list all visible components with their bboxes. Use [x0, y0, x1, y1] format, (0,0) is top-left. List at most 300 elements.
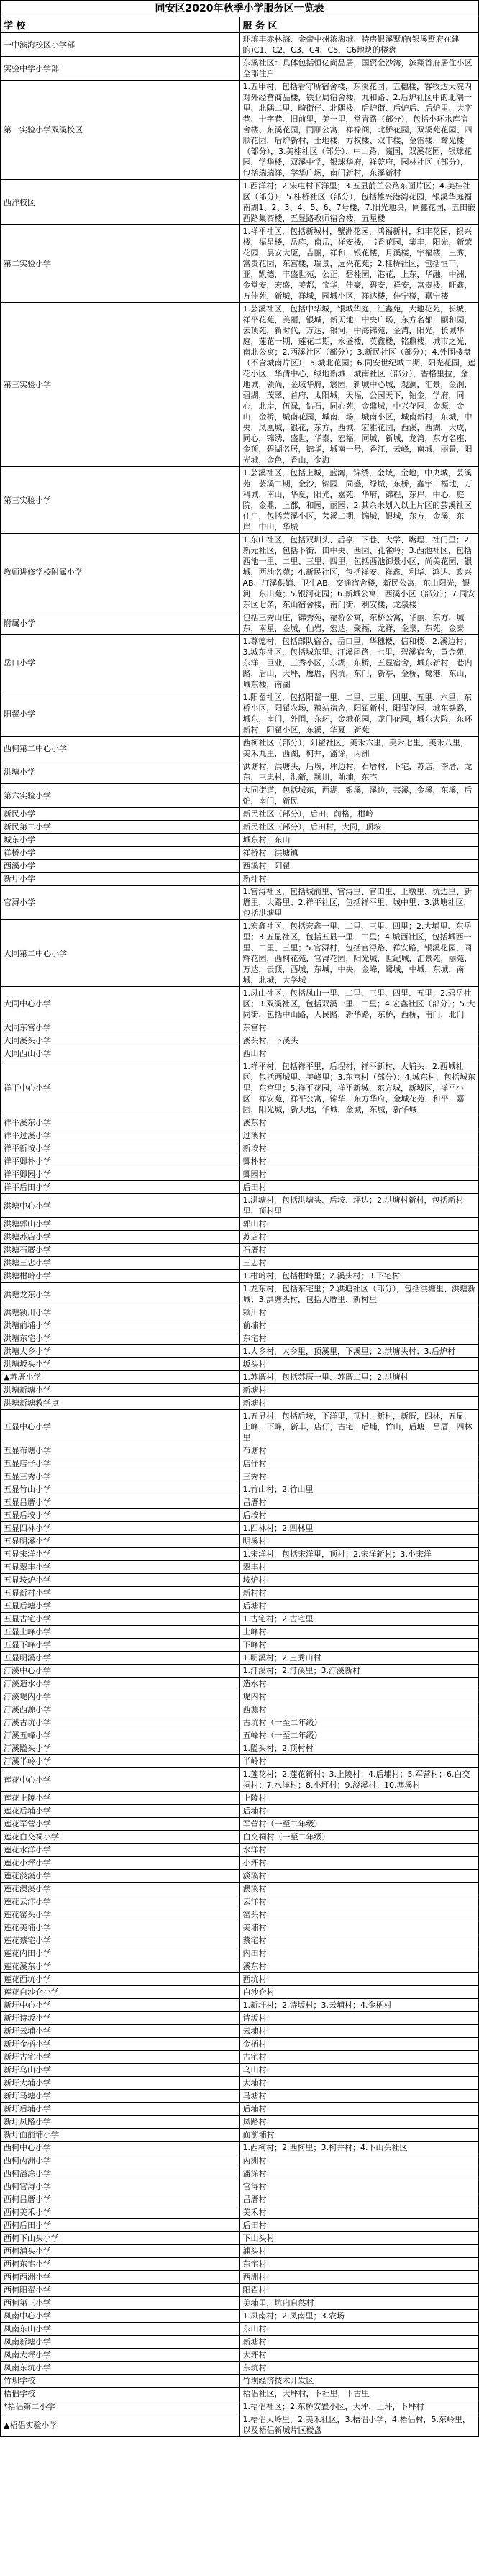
- school-name-cell: 附属小学: [1, 611, 240, 635]
- school-name-cell: 洪塘大乡小学: [1, 1345, 240, 1358]
- school-name-cell: 汀溪西源小学: [1, 1703, 240, 1716]
- school-name-cell: 洪塘石厝小学: [1, 1244, 240, 1257]
- table-row: [1, 1155, 479, 1168]
- school-name-cell: 莲花水洋小学: [1, 1844, 240, 1857]
- table-row: [1, 1410, 479, 1444]
- service-area-cell: 1.明溪村；2.三秀山村: [240, 1652, 479, 1665]
- table-row: [1, 2129, 479, 2142]
- table-row: [1, 1587, 479, 1600]
- school-name-cell: 西柯浦头小学: [1, 2245, 240, 2258]
- service-area-cell: 上陵村: [240, 1792, 479, 1805]
- school-name-cell: 西柯第三小学: [1, 2297, 240, 2310]
- school-name-cell: 大同第二中心小学: [1, 920, 240, 987]
- service-area-cell: 1.五显村，包括后垵，下洋里，顶村，新村，新厝，四林，五显，上峰，下峰，新丰，店仔，古宅，后埔，竹山，后塘，吕厝，四林里: [240, 1410, 479, 1444]
- service-area-cell: 造水村: [240, 1678, 479, 1690]
- service-area-cell: 东宅村: [240, 1332, 479, 1345]
- school-name-cell: 新圩古宅小学: [1, 2051, 240, 2064]
- school-name-cell: 实验中学小学部: [1, 57, 240, 81]
- service-area-cell: 1.宋洋村，包括宋洋里，顶村；2.宋洋新村；3.小宋洋: [240, 1548, 479, 1561]
- service-area-cell: 军营村（一至二年级）: [240, 1818, 479, 1831]
- table-row: [1, 1535, 479, 1548]
- school-name-cell: 莲花后埔小学: [1, 1805, 240, 1818]
- school-name-cell: 五显四林小学: [1, 1522, 240, 1535]
- school-name-cell: 新圩小学: [1, 873, 240, 886]
- service-area-cell: 洪塘村，洪塘头，后垵，坪边村，石厝村，下宅，苏店，李厝，龙东，三忠村，洪新，颍川，前埔，东宅: [240, 760, 479, 784]
- school-name-cell: 凤南东坑小学: [1, 2362, 240, 2375]
- school-name-cell: 岳口小学: [1, 635, 240, 691]
- service-area-cell: 1.新圩村；2.诗坂村；3.云埔村；4.金柄村: [240, 1999, 479, 2012]
- school-name-cell: 新圩大埔小学: [1, 2077, 240, 2090]
- table-row: [1, 2154, 479, 2167]
- service-area-cell: 窑头村: [240, 1908, 479, 1921]
- school-name-cell: 凤南东山小学: [1, 2323, 240, 2336]
- service-area-cell: 白沙仑村: [240, 1986, 479, 1999]
- table-row: [1, 33, 479, 57]
- table-row: [1, 1613, 479, 1626]
- service-area-cell: 马塘村: [240, 2090, 479, 2103]
- school-name-cell: 莲花军营小学: [1, 1818, 240, 1831]
- table-row: [1, 1332, 479, 1345]
- table-header-row: [1, 17, 479, 33]
- table-row: [1, 2077, 479, 2090]
- table-row: [1, 2413, 479, 2437]
- table-row: [1, 1231, 479, 1244]
- service-area-cell: 下山头村: [240, 2232, 479, 2245]
- service-area-cell: 西溪村，阳翟: [240, 860, 479, 873]
- table-row: [1, 1690, 479, 1703]
- table-row: [1, 1947, 479, 1960]
- table-row: [1, 1908, 479, 1921]
- school-name-cell: 五显布塘小学: [1, 1444, 240, 1457]
- school-name-cell: 洪塘郭山小学: [1, 1218, 240, 1231]
- service-area-cell: 1.四林村；2.四林里: [240, 1522, 479, 1535]
- service-area-cell: 澳溪村: [240, 1883, 479, 1895]
- table-row: [1, 2310, 479, 2323]
- table-row: [1, 1755, 479, 1768]
- school-name-cell: 西柯美禾小学: [1, 2206, 240, 2219]
- service-area-cell: 大同街道，包括城东，西湖，银溪，溪边，芸溪，金溪，东溪，后炉，南门，新民: [240, 784, 479, 808]
- school-name-cell: 五显中心小学: [1, 1410, 240, 1444]
- table-row: [1, 1857, 479, 1870]
- table-row: [1, 1870, 479, 1883]
- school-name-cell: 西柯后田小学: [1, 2219, 240, 2232]
- service-area-cell: 坂头村: [240, 1358, 479, 1371]
- table-row: [1, 1934, 479, 1947]
- table-row: [1, 691, 479, 737]
- table-row: [1, 1218, 479, 1231]
- table-row: [1, 1496, 479, 1509]
- service-area-cell: 吕厝村: [240, 2193, 479, 2206]
- school-name-cell: 西柯东宅小学: [1, 2258, 240, 2271]
- service-area-cell: 1.凤山社区，包括凤山一里、二里、三里、四里、五里；2.碧岳社区；3.双溪社区，包括双溪一里、二里；4.宏鑫社区（部分）；5.大同街，包括中山路，人民路，新华路，东桥，西桥，南门，北门: [240, 987, 479, 1021]
- service-area-cell: 1.梧侣大岭里，2.美禾社区，3.梧侣小学，4.梧侣村，5.东岭里，以及梧侣新城片区楼盘: [240, 2413, 479, 2437]
- table-row: [1, 1047, 479, 1060]
- school-name-cell: 莲花白交祠小学: [1, 1831, 240, 1844]
- school-name-cell: 新圩马塘小学: [1, 2090, 240, 2103]
- table-row: [1, 2258, 479, 2271]
- school-name-cell: 新圩凤路小学: [1, 2116, 240, 2129]
- school-name-cell: 西柯丙洲小学: [1, 2154, 240, 2167]
- school-name-cell: 莲花蔡宅小学: [1, 1934, 240, 1947]
- school-name-cell: 汀溪隘头小学: [1, 1742, 240, 1755]
- school-name-cell: 新圩金柄小学: [1, 2038, 240, 2051]
- service-area-cell: 梧侣社区，大坪村，下社里，下古里: [240, 2388, 479, 2400]
- table-row: [1, 834, 479, 847]
- service-area-cell: 三秀村: [240, 1470, 479, 1483]
- school-name-cell: 五显店仔小学: [1, 1457, 240, 1470]
- service-area-cell: 东坑村: [240, 2362, 479, 2375]
- school-name-cell: 莲花上陵小学: [1, 1792, 240, 1805]
- service-area-cell: 新塘村: [240, 2336, 479, 2349]
- school-name-cell: 一中滨海校区小学部: [1, 33, 240, 57]
- school-name-cell: 莲花白沙仑小学: [1, 1986, 240, 1999]
- table-row: [1, 611, 479, 635]
- table-row: [1, 1986, 479, 1999]
- service-area-cell: 1.阳翟社区，包括阳翟一里、二里、三里、四里、五里、六里，东桥小区，阳翟农场，粮站宿舍，阳翟新村，阳翟花园，城东铁路，城东，南门，外围，东环，金城花园，龙门花园，城东大院，东环新村，阳翟小区，东溪，华夏，新苑: [240, 691, 479, 737]
- school-name-cell: 西柯官浔小学: [1, 2180, 240, 2193]
- table-row: [1, 1600, 479, 1613]
- school-name-cell: 阳翟小学: [1, 691, 240, 737]
- table-row: [1, 2375, 479, 2388]
- table-row: [1, 1729, 479, 1742]
- school-name-cell: 凤南中心小学: [1, 2310, 240, 2323]
- service-area-cell: 1.汀溪村；2.汀溪里；3.汀溪新村: [240, 1665, 479, 1678]
- service-area-cell: 祥桥村，洪塘镇: [240, 847, 479, 860]
- table-row: [1, 534, 479, 611]
- table-row: [1, 635, 479, 691]
- school-name-cell: 汀溪堤内小学: [1, 1690, 240, 1703]
- service-area-cell: 1.宏鑫社区，包括宏鑫一里、二里、三里、四里；2.大埔里、东岳里；3.五显社区，包括五显一里、二里；4.城西社区，包括城西一里、二里、三里；5.官浔村，包括官浔路、祥安路，银溪花园，同辉花园，西柯花苑，官浔花园，阳光城，世纪城，汇景苑，丽苑，万达，云顶，西城，东城，中央，金峰，鹭城，中城，东城，南城，北城，大学城: [240, 920, 479, 987]
- school-name-cell: 莲花西坑小学: [1, 1973, 240, 1986]
- table-row: [1, 1509, 479, 1522]
- service-area-cell: 1.莲花村；2.莲花新村；3.上陵村；4.后埔村；5.军营村；6.白交祠村；7.水洋村；8.小坪村；9.淡溪村；10.澳溪村: [240, 1768, 479, 1792]
- table-row: [1, 886, 479, 920]
- service-area-cell: 堤内村: [240, 1690, 479, 1703]
- service-area-cell: 西洲村: [240, 2271, 479, 2284]
- school-name-cell: 官浔小学: [1, 886, 240, 920]
- table-row: [1, 2349, 479, 2362]
- table-row: [1, 2271, 479, 2284]
- service-area-cell: 古宅村: [240, 2051, 479, 2064]
- school-name-cell: 新圩乌山小学: [1, 2064, 240, 2077]
- school-name-cell: 祥平过溪小学: [1, 1129, 240, 1142]
- service-area-cell: 1.西洋村；2.宋屯村下洋里；3.五显前兰公路东面片区；4.美桂社区（部分）；5.桂桥社区（部分），包括雄兴港湾花园，银溪华庭福南湖1、2、3、4、5、6、7号楼，7.阳光地块，同鑫花园，五田嵌西路集资楼，五显路教师宿舍楼，五星楼: [240, 180, 479, 225]
- service-area-cell: 1.隘头村；2.顶村村: [240, 1742, 479, 1755]
- school-name-cell: 新圩云埔小学: [1, 2025, 240, 2038]
- table-row: [1, 1306, 479, 1319]
- service-area-cell: 后垵村: [240, 1509, 479, 1522]
- school-name-cell: 新圩诗坂小学: [1, 2012, 240, 2025]
- service-area-cell: 水洋村: [240, 1844, 479, 1857]
- table-row: [1, 2284, 479, 2297]
- school-name-cell: 五显垵炉小学: [1, 1574, 240, 1587]
- school-name-cell: 莲花淡溪小学: [1, 1870, 240, 1883]
- table-row: [1, 2103, 479, 2116]
- table-row: [1, 2193, 479, 2206]
- service-area-cell: 1.祥平社区，包括新城村，蟹洲花园，鸿福新村，和丰花园，银兴楼，福星楼，岳庭，南岳，祥安楼，书香花园，集丰，阳光，新荣花园，晨安大厦，吉丽，祥和，银花楼，月溪楼，宇福楼，三秀，富贵花园，东宫楼，瑞景，远兴花苑；2.桂桥社区，包括恒丰，亚，凯德，丰盛世苑，公正，碧桂园，港花，上东，华融，中洲，金堂安，宏盛，美都，宝华，佳豪，碧安，祥安，富贵楼，旺鑫，万佳苑，新城，祥城，园城小区，祥达楼，佳宁楼，嘉宁楼: [240, 225, 479, 303]
- service-area-cell: 溪东村: [240, 1960, 479, 1973]
- table-row: [1, 2090, 479, 2103]
- table-row: [1, 2400, 479, 2413]
- service-area-cell: 西坑村: [240, 1973, 479, 1986]
- school-name-cell: 洪塘龙东小学: [1, 1283, 240, 1306]
- table-row: [1, 860, 479, 873]
- table-row: [1, 1652, 479, 1665]
- service-area-cell: 店仔村: [240, 1457, 479, 1470]
- table-row: [1, 2388, 479, 2400]
- table-row: [1, 873, 479, 886]
- school-name-cell: 洪塘坂头小学: [1, 1358, 240, 1371]
- school-name-cell: 西柯阳翟小学: [1, 2284, 240, 2297]
- school-name-cell: 第二实验小学: [1, 225, 240, 303]
- table-row: [1, 1678, 479, 1690]
- table-row: [1, 847, 479, 860]
- table-row: [1, 1257, 479, 1270]
- school-name-cell: 五显新村小学: [1, 1587, 240, 1600]
- table-row: [1, 1142, 479, 1155]
- school-name-cell: 洪塘三忠小学: [1, 1257, 240, 1270]
- table-row: [1, 1921, 479, 1934]
- table-row: [1, 808, 479, 821]
- school-name-cell: 大同中心小学: [1, 987, 240, 1021]
- service-area-cell: 1.柑岭村，包括柑岭里；2.溪头村；3.下宅村: [240, 1270, 479, 1283]
- table-row: [1, 2206, 479, 2219]
- table-row: [1, 1626, 479, 1639]
- school-name-cell: 第三实验小学: [1, 467, 240, 534]
- table-row: [1, 1129, 479, 1142]
- service-area-cell: 潘涂村: [240, 2167, 479, 2180]
- school-name-cell: 五显吕厝小学: [1, 1496, 240, 1509]
- school-name-cell: 西柯西洲小学: [1, 2271, 240, 2284]
- service-area-cell: 大埔村: [240, 2077, 479, 2090]
- service-area-cell: 西源村: [240, 1703, 479, 1716]
- service-area-cell: 卿朴村: [240, 1155, 479, 1168]
- service-area-cell: 东宫村: [240, 1021, 479, 1034]
- table-row: [1, 821, 479, 834]
- table-row: [1, 1483, 479, 1496]
- table-row: [1, 2038, 479, 2051]
- service-area-cell: 1.龙东村，包括东宅里；2.洪塘社区（部分），包括洪塘里、洪塘新城；3.洪塘头村，包括大厝里、新村里: [240, 1283, 479, 1306]
- service-area-cell: 新塘村: [240, 1397, 479, 1410]
- service-area-cell: 下峰村: [240, 1639, 479, 1652]
- service-area-cell: 云洋村: [240, 1895, 479, 1908]
- service-area-cell: 白交祠村（一至二年级）: [240, 1831, 479, 1844]
- table-row: [1, 2245, 479, 2258]
- service-area-cell: 1.凤南村；2.凤南里；3.农场: [240, 2310, 479, 2323]
- school-name-cell: 西柯吕厝小学: [1, 2193, 240, 2206]
- school-name-cell: 凤南新塘小学: [1, 2336, 240, 2349]
- table-row: [1, 1716, 479, 1729]
- school-name-cell: 西柯第二中心小学: [1, 737, 240, 760]
- school-name-cell: 祥平中心小学: [1, 1060, 240, 1116]
- service-area-cell: 1.古宅村；2.古宅里: [240, 1613, 479, 1626]
- service-area-cell: 凤路村: [240, 2116, 479, 2129]
- table-row: [1, 1021, 479, 1034]
- school-name-cell: 祥桥小学: [1, 847, 240, 860]
- school-name-cell: 祥平后田小学: [1, 1181, 240, 1194]
- service-area-cell: 石厝村: [240, 1244, 479, 1257]
- table-row: [1, 57, 479, 81]
- service-area-cell: 阳翟村: [240, 2284, 479, 2297]
- table-row: [1, 1319, 479, 1332]
- school-name-cell: 洪塘中心小学: [1, 1194, 240, 1218]
- service-area-cell: 溪东村: [240, 1116, 479, 1129]
- table-row: [1, 1844, 479, 1857]
- service-area-cell: 布塘村: [240, 1444, 479, 1457]
- area-column-header: 服 务 区: [240, 17, 479, 33]
- school-name-cell: 西柯中心小学: [1, 2142, 240, 2154]
- table-row: [1, 1457, 479, 1470]
- table-row: [1, 1397, 479, 1410]
- school-name-cell: 第三实验小学: [1, 303, 240, 467]
- school-name-cell: 祥平卿朴小学: [1, 1155, 240, 1168]
- school-name-cell: 大同溪头小学: [1, 1034, 240, 1047]
- school-name-cell: 大同东宫小学: [1, 1021, 240, 1034]
- service-area-cell: 竹坝经济技术开发区: [240, 2375, 479, 2388]
- service-area-cell: 明溪村: [240, 1535, 479, 1548]
- service-area-cell: 内田村: [240, 1947, 479, 1960]
- service-area-cell: 新垵村: [240, 1142, 479, 1155]
- service-area-cell: 丙洲村: [240, 2154, 479, 2167]
- table-row: [1, 1960, 479, 1973]
- service-area-cell: 蔡宅村: [240, 1934, 479, 1947]
- table-row: [1, 1574, 479, 1587]
- table-row: [1, 1358, 479, 1371]
- service-area-cell: 西山村: [240, 1047, 479, 1060]
- service-area-cell: 淡溪村: [240, 1870, 479, 1883]
- service-area-cell: 城东村，东山: [240, 834, 479, 847]
- table-row: [1, 225, 479, 303]
- service-area-cell: 美埔里，坑内自然村: [240, 2297, 479, 2310]
- table-row: [1, 784, 479, 808]
- school-name-cell: 汀溪古坑小学: [1, 1716, 240, 1729]
- service-area-cell: 东宅村: [240, 2258, 479, 2271]
- school-name-cell: 大同西山小学: [1, 1047, 240, 1060]
- service-area-cell: 1.大乡村，大乡里，顶溪里，下溪里；2.洪塘头村；3.后炉村: [240, 1345, 479, 1358]
- school-name-cell: 五显明溪小学: [1, 1535, 240, 1548]
- table-row: [1, 2051, 479, 2064]
- service-area-cell: 1.竹山村；2.竹山里: [240, 1483, 479, 1496]
- table-row: [1, 2232, 479, 2245]
- table-row: [1, 2012, 479, 2025]
- service-area-cell: 乌山村: [240, 2064, 479, 2077]
- school-name-cell: 五显竹山小学: [1, 1483, 240, 1496]
- service-area-cell: 前埔村: [240, 1319, 479, 1332]
- school-name-cell: 城东小学: [1, 834, 240, 847]
- school-name-cell: 汀溪五峰小学: [1, 1729, 240, 1742]
- school-name-cell: 五显明溪小学: [1, 1652, 240, 1665]
- service-area-cell: 西柯社区（部分），阳翟社区，美禾六里，美禾七里，美禾八里，美禾九里，西湖，柯井，潘涂，丙洲: [240, 737, 479, 760]
- service-area-cell: 过溪村: [240, 1129, 479, 1142]
- school-name-cell: 新圩后埔小学: [1, 2103, 240, 2116]
- service-area-cell: 浦头村: [240, 2245, 479, 2258]
- service-area-table: [0, 17, 479, 2437]
- school-name-cell: 竹坝学校: [1, 2375, 240, 2388]
- table-row: [1, 1444, 479, 1457]
- service-area-cell: 1.芸溪社区，包括中华城，银城华庭，汇鑫苑，大地花苑，长城，祥平花苑，美丽，银城，新天地，中央广场，东方名都，颐和园，云顶苑，新时代，万达，银河，中海锦苑，金湾，阳光，长城华庭，莲花一期，莲花二期，永盛楼，英鑫楼，铭鼎楼，城市之光，南北公寓；2.西溪社区（部分）；3.新民社区（部分）；4.外围楼盘（不含城南片区）；5.城北花园；6.同安世纪城二期，阳光花园，莲花小区，华清中心，绿地新城，城南社区（部分），香格里拉，金地城，领尚，金域华府，宸园，新城中心城，观澜，汇景，金润，碧湖，茂翠，首府，太阳城，天福，公园天下，铂金，学府，同心，北岸，伍禄，钻石，同心苑，金鼎城，中兴花园，金源，金山，金桥，城南花园，城南广场，城南小区，城南新村，东城，中央，凤凰城，银花，东方，西城，宏雅花园，西溪，西湖，大成，同心，锦绣，盛世，华泰，宏福，同城，新城，龙湾，东方名座，金顶，碧湖名居，锦华，城南一号，香江，云峰，南城，丽景，阳光城，金色，香山，金海: [240, 303, 479, 467]
- table-row: [1, 1805, 479, 1818]
- school-column-header: 学 校: [1, 17, 240, 33]
- school-name-cell: 梧侣学校: [1, 2388, 240, 2400]
- table-row: [1, 1168, 479, 1181]
- school-name-cell: 五显下峰小学: [1, 1639, 240, 1652]
- school-name-cell: 莲花中心小学: [1, 1768, 240, 1792]
- school-name-cell: 莲花小坪小学: [1, 1857, 240, 1870]
- school-name-cell: 洪塘小学: [1, 760, 240, 784]
- service-area-cell: 环滨丰赤林海、金帝中州滨海城、特房银溪墅府(银溪墅府在建的)C1、C2、C3、C4、C5、C6地块的楼盘: [240, 33, 479, 57]
- school-name-cell: 莲花美埔小学: [1, 1921, 240, 1934]
- table-row: [1, 2116, 479, 2129]
- school-name-cell: 洪塘颍川小学: [1, 1306, 240, 1319]
- table-row: [1, 1768, 479, 1792]
- service-area-cell: 新塘村: [240, 1384, 479, 1397]
- school-name-cell: ▲苏厝小学: [1, 1371, 240, 1384]
- school-name-cell: 新民第二小学: [1, 821, 240, 834]
- table-row: [1, 1283, 479, 1306]
- service-area-cell: 1.梧侣社区；2.东桥安置小区，大坪，上坪，下坪村: [240, 2400, 479, 2413]
- table-row: [1, 1270, 479, 1283]
- school-name-cell: 洪塘东宅小学: [1, 1332, 240, 1345]
- table-row: [1, 1244, 479, 1257]
- school-name-cell: 西柯下山头小学: [1, 2232, 240, 2245]
- service-area-cell: 后埔村: [240, 1805, 479, 1818]
- table-row: [1, 1181, 479, 1194]
- table-row: [1, 1831, 479, 1844]
- service-area-cell: 五峰村（一至二年级）: [240, 1729, 479, 1742]
- table-row: [1, 2362, 479, 2375]
- service-area-cell: 1.芸溪社区，包括上城，蓝湾，锦绣，金域，金地，中央城，芸溪苑，芸溪二期，金沙，锦园，同盛，绿城，东桥，鑫宇，福地，万科城，南山，华夏，阳光，嘉苑，华府，锦程，东岸，中心，庭院，金鼎，上郡，和园，丽园；2.其余未划入以上片区的芸溪社区住户，包括芸溪小区，芸溪二期，锦城，银城，东方，金溪，东岸，中山，华城: [240, 467, 479, 534]
- table-row: [1, 1384, 479, 1397]
- service-area-cell: 新圩村: [240, 873, 479, 886]
- service-area-cell: 1.东山社区，包括双圳头、后亭、下巷、大学、嘴埕、社门里；2.新元社区，包括下街、田中央、西园、孔雀岭；3.西池社区，包括西池一里、二里、三里、四里，包括西池御景小区，尚美花园，银城，西池名苑；4.新民社区，包括祥安、祥鑫、利华、鸿达、政兴AB、汀溪供销、卫生AB、交通宿舍楼，新民公寓，东山阳光，银河，东山苑；5.银河花园；6.新城公寓，西溪小区（部分）；7.同安东区七条，东山宿舍楼，南门街，利安楼，龙泉楼: [240, 534, 479, 611]
- service-area-cell: 颍川村: [240, 1306, 479, 1319]
- service-area-cell: 卿园村: [240, 1168, 479, 1181]
- service-area-cell: 三忠村: [240, 1257, 479, 1270]
- school-name-cell: 祥平新垵小学: [1, 1142, 240, 1155]
- service-area-cell: 垵炉村: [240, 1574, 479, 1587]
- service-area-cell: 新村村: [240, 1587, 479, 1600]
- service-area-cell: 半岭村: [240, 1755, 479, 1768]
- service-area-cell: 吕厝村: [240, 1496, 479, 1509]
- service-area-cell: 大坪村: [240, 2349, 479, 2362]
- school-name-cell: 新民小学: [1, 808, 240, 821]
- service-area-cell: 后塘村: [240, 1600, 479, 1613]
- service-area-cell: 后田村: [240, 1181, 479, 1194]
- service-area-cell: 翠丰村: [240, 1561, 479, 1574]
- table-row: [1, 1371, 479, 1384]
- table-row: [1, 760, 479, 784]
- table-row: [1, 1973, 479, 1986]
- table-row: [1, 1665, 479, 1678]
- table-row: [1, 1792, 479, 1805]
- table-row: [1, 1561, 479, 1574]
- school-name-cell: 五显翠丰小学: [1, 1561, 240, 1574]
- school-name-cell: 汀溪造水小学: [1, 1678, 240, 1690]
- service-area-cell: 苏店村: [240, 1231, 479, 1244]
- school-name-cell: 莲花窑头小学: [1, 1908, 240, 1921]
- school-name-cell: 新圩中心小学: [1, 1999, 240, 2012]
- service-area-cell: 1.官浔社区，包括城前里、官浔里、官田里、上墩里、坑边里、新厝里，大路里；2.祥平社区，包括祥平里，城中里；3.洪塘社区，包括洪塘里: [240, 886, 479, 920]
- table-row: [1, 920, 479, 987]
- school-name-cell: 五显宋洋小学: [1, 1548, 240, 1561]
- table-row: [1, 2180, 479, 2193]
- service-area-cell: 后埔村: [240, 2103, 479, 2116]
- table-row: [1, 2167, 479, 2180]
- school-name-cell: 新圩面前埔小学: [1, 2129, 240, 2142]
- service-area-cell: 1.苏厝村，包括苏厝一里、苏厝二里；2.洪塘村: [240, 1371, 479, 1384]
- school-name-cell: 西溪小学: [1, 860, 240, 873]
- school-name-cell: 洪塘新塘教学点: [1, 1397, 240, 1410]
